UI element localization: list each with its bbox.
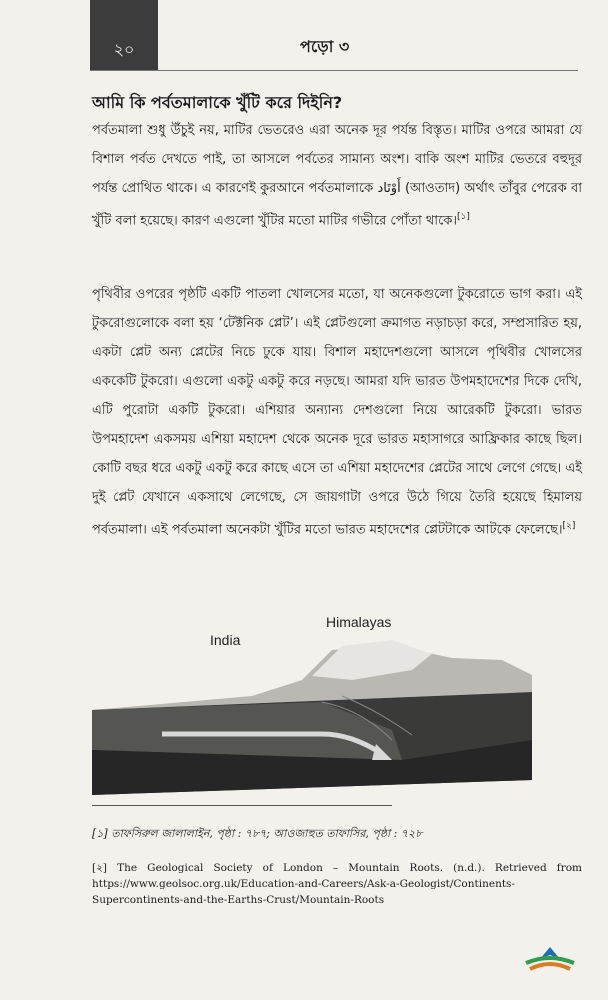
publisher-logo-icon: [520, 945, 580, 975]
paragraph-1-text: পর্বতমালা শুধু উঁচুই নয়, মাটির ভেতরেও এরা অনেক দূর পর্যন্ত বিস্তৃত। মাটির ওপরে আমরা যে বিশাল পর্বত দেখতে পাই, তা আসলে পর্বতের সামান্য অংশ। বাকি অংশ মাটির ভেতরে বহুদূর পর্যন্ত প্রোথিত থাকে। এ কারণেই কুরআনে পর্বতমালাকে أَوْتَاد (আওতাদ) অর্থাৎ তাঁবুর পেরেক বা খুঁটি বলা হয়েছে। কারণ এগুলো খুঁটির মতো মাটির গভীরে পোঁতা থাকে।: [92, 123, 582, 229]
book-title: পড়ো ৩: [300, 37, 350, 56]
plate-illustration: [92, 610, 582, 800]
footnote-ref-2[interactable]: [২]: [562, 521, 576, 531]
paragraph-1: [92, 116, 582, 235]
section-heading: আমি কি পর্বতমালাকে খুঁটি করে দিইনি?: [92, 93, 343, 112]
footnote-divider: [92, 805, 392, 806]
paragraph-2: [92, 280, 582, 544]
figure-label-himalayas: Himalayas: [326, 614, 392, 630]
header-divider: [90, 70, 578, 71]
footnote-ref-1[interactable]: [১]: [457, 212, 470, 222]
tectonic-figure: [92, 610, 582, 800]
footnote-2: [২] The Geological Society of London – Mountain Roots. (n.d.). Retrieved from https://www.geolsoc.org.uk/Education-and-Careers/Ask-a-Geologist/Continents-Supercontinents-and-the-Earths-Crust/Mountain-Roots: [92, 862, 582, 906]
figure-label-india: India: [210, 632, 241, 648]
page-number-tab: [90, 0, 158, 70]
page-number: ২০: [113, 40, 135, 59]
paragraph-2-text: পৃথিবীর ওপরের পৃষ্ঠটি একটি পাতলা খোলসের মতো, যা অনেকগুলো টুকরোতে ভাগ করা। এই টুকরোগুলোকে বলা হয় ‘টেক্টনিক প্লেট’। এই প্লেটগুলো ক্রমাগত নড়াচড়া করে, সম্প্রসারিত হয়, একটা প্লেট অন্য প্লেটের নিচে ঢুকে যায়। বিশাল মহাদেশগুলো আসলে পৃথিবীর খোলসের এককেটি টুকরো। এগুলো একটু একটু করে নড়ছে। আমরা যদি ভারত উপমহাদেশের দিকে দেখি, এটি পুরোটা একটি টুকরো। এশিয়ার অন্যান্য দেশগুলো নিয়ে আরেকটি টুকরো। ভারত উপমহাদেশ একসময় এশিয়া মহাদেশ থেকে অনেক দূরে ভারত মহাসাগরে আফ্রিকার কাছে ছিল। কোটি বছর ধরে একটু একটু করে কাছে এসে তা এশিয়া মহাদেশের প্লেটের সাথে লেগে গেছে। এই দুই প্লেট যেখানে একসাথে লেগেছে, সে জায়গাটা ওপরে উঠে গিয়ে তৈরি হয়েছে হিমালয় পর্বতমালা। এই পর্বতমালা অনেকটা খুঁটির মতো ভারত মহাদেশের প্লেটটাকে আটকে ফেলেছে।: [92, 287, 582, 538]
footnote-1: [১] তাফসিরুল জালালাইন, পৃষ্ঠা : ৭৮৭; আওজাহুত তাফাসির, পৃষ্ঠা : ৭২৮: [92, 827, 423, 840]
